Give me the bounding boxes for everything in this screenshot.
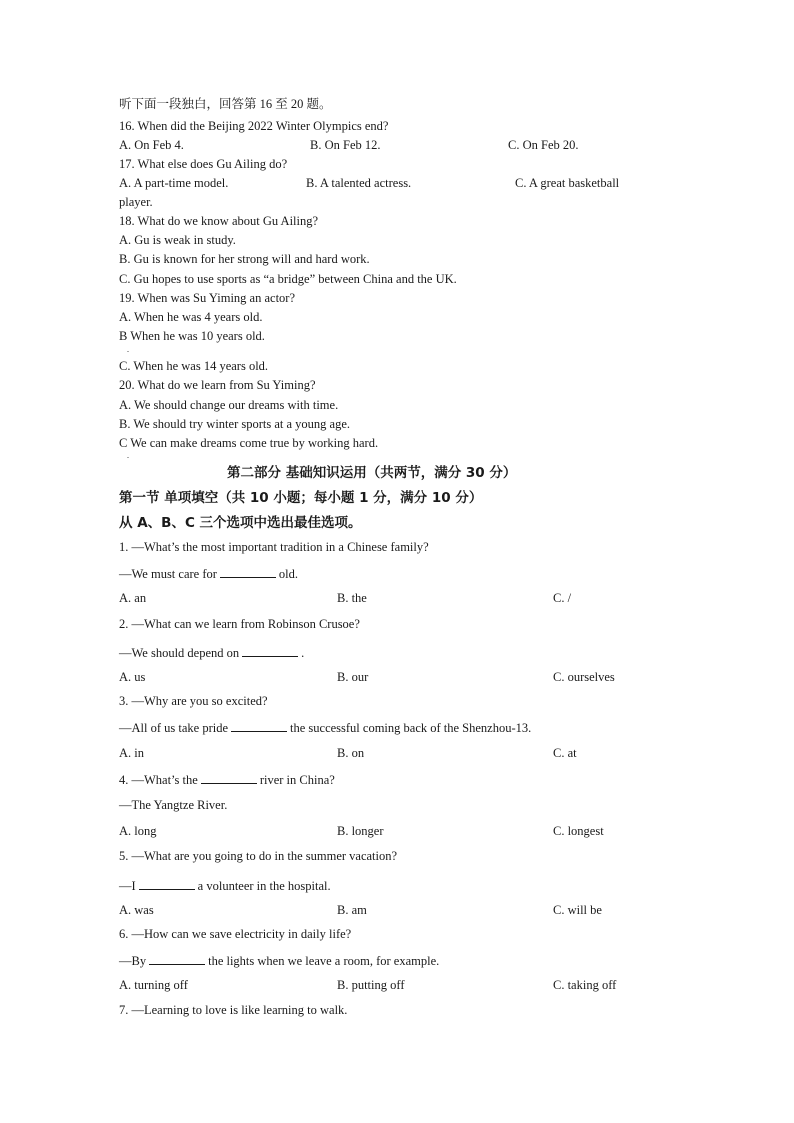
q16-option-a: A. On Feb 4. (119, 138, 184, 152)
q17-option-a: A. A part-time model. (119, 176, 229, 190)
answer-text: —I (119, 879, 136, 893)
q19-option-a: A. When he was 4 years old. (119, 310, 263, 324)
item-6-option-a: A. turning off (119, 978, 188, 992)
item-6-answer (119, 953, 439, 968)
answer-text: the successful coming back of the Shenzhou-13. (290, 721, 532, 735)
answer-text: the lights when we leave a room, for example. (208, 954, 440, 968)
item-6-option-c: C. taking off (553, 978, 617, 992)
item-5-answer (119, 878, 331, 893)
item-4-option-a: A. long (119, 824, 157, 838)
q20-option-b: B. We should try winter sports at a young age. (119, 417, 351, 431)
q17-option-b: B. A talented actress. (306, 176, 412, 190)
q20-option-c: C We can make dreams come true by working hard. (119, 436, 379, 450)
item-4-option-b: B. longer (337, 824, 384, 838)
dot-mark: . (127, 451, 129, 460)
answer-text: —We must care for (119, 567, 217, 581)
part2-title: 第二部分 基础知识运用（共两节，满分 30 分） (227, 465, 517, 481)
q20-option-a: A. We should change our dreams with time. (119, 398, 339, 412)
q17-option-c-continued: player. (119, 195, 153, 209)
item-4-option-c: C. longest (553, 824, 604, 838)
blank-line (231, 720, 287, 732)
item-5-option-a: A. was (119, 903, 154, 917)
answer-text: —By (119, 954, 147, 968)
item-3-option-c: C. at (553, 746, 577, 760)
answer-text: old. (278, 567, 299, 581)
listening-intro: 听下面一段独白，回答第 16 至 20 题。 (119, 97, 332, 111)
question-text: river in China? (259, 773, 335, 787)
question-17: 17. What else does Gu Ailing do? (119, 157, 288, 171)
q18-option-a: A. Gu is weak in study. (119, 233, 236, 247)
item-5-option-b: B. am (337, 903, 367, 917)
item-3-question: 3. —Why are you so excited? (119, 694, 268, 708)
q17-option-c: C. A great basketball (515, 176, 620, 190)
dot-mark: . (127, 345, 129, 354)
item-2-option-b: B. our (337, 670, 369, 684)
item-3-answer (119, 720, 531, 735)
item-1-answer (119, 566, 298, 581)
answer-text: —We should depend on (119, 646, 240, 660)
question-text: 4. —What’s the (119, 773, 198, 787)
answer-text: —All of us take pride (119, 721, 229, 735)
item-2-option-c: C. ourselves (553, 670, 615, 684)
q16-option-b: B. On Feb 12. (310, 138, 381, 152)
item-1-option-a: A. an (119, 591, 147, 605)
item-1-option-b: B. the (337, 591, 367, 605)
q19-option-b: B When he was 10 years old. (119, 329, 265, 343)
blank-line (139, 878, 195, 890)
item-6-question: 6. —How can we save electricity in daily life? (119, 927, 352, 941)
section1-instruction: 从 A、B、C 三个选项中选出最佳选项。 (119, 515, 362, 531)
item-7-question: 7. —Learning to love is like learning to walk. (119, 1003, 348, 1017)
question-19: 19. When was Su Yiming an actor? (119, 291, 296, 305)
blank-line (242, 645, 298, 657)
item-1-question: 1. —What’s the most important tradition in a Chinese family? (119, 540, 429, 554)
item-5-option-c: C. will be (553, 903, 602, 917)
blank-line (149, 953, 205, 965)
item-2-option-a: A. us (119, 670, 146, 684)
item-2-question: 2. —What can we learn from Robinson Crusoe? (119, 617, 360, 631)
section1-title: 第一节 单项填空（共 10 小题；每小题 1 分，满分 10 分） (119, 490, 483, 506)
blank-line (220, 566, 276, 578)
q18-option-b: B. Gu is known for her strong will and hard work. (119, 252, 370, 266)
item-4-question (119, 772, 335, 787)
item-2-answer (119, 645, 304, 660)
q18-option-c: C. Gu hopes to use sports as “a bridge” between China and the UK. (119, 272, 457, 286)
answer-text: a volunteer in the hospital. (197, 879, 331, 893)
question-18: 18. What do we know about Gu Ailing? (119, 214, 319, 228)
question-16: 16. When did the Beijing 2022 Winter Olympics end? (119, 119, 389, 133)
answer-text: . (301, 646, 305, 660)
item-6-option-b: B. putting off (337, 978, 405, 992)
item-3-option-a: A. in (119, 746, 144, 760)
question-20: 20. What do we learn from Su Yiming? (119, 378, 316, 392)
item-5-question: 5. —What are you going to do in the summer vacation? (119, 849, 398, 863)
q19-option-c: C. When he was 14 years old. (119, 359, 269, 373)
item-3-option-b: B. on (337, 746, 365, 760)
blank-line (201, 772, 257, 784)
item-4-answer: —The Yangtze River. (119, 798, 228, 812)
item-1-option-c: C. / (553, 591, 572, 605)
q16-option-c: C. On Feb 20. (508, 138, 579, 152)
